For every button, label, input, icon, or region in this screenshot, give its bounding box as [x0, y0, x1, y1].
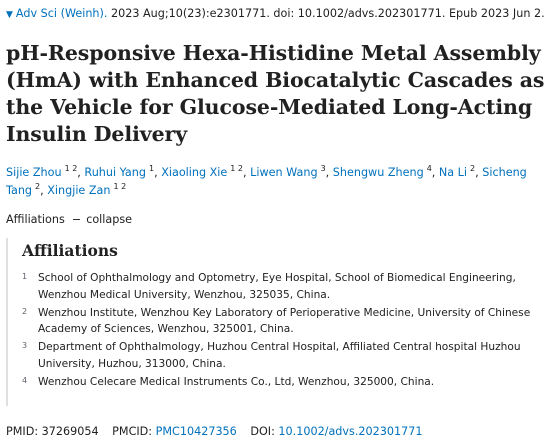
affiliation-number: 1	[22, 272, 28, 281]
affiliation-item	[22, 270, 550, 303]
author-link[interactable]: Sicheng Tang	[6, 166, 527, 197]
author-separator: ,	[77, 166, 85, 179]
author-list	[6, 164, 550, 200]
author-affiliation-ref[interactable]: 2	[35, 182, 41, 192]
citation-details: 2023 Aug;10(23):e2301771. doi: 10.1002/advs.202301771. Epub 2023 Jun 2.	[111, 7, 545, 20]
author-link[interactable]: Liwen Wang	[250, 166, 318, 179]
collapse-dash-icon: −	[71, 213, 82, 226]
pmid-label: PMID:	[6, 425, 39, 438]
author-affiliation-ref[interactable]: 4	[426, 164, 432, 174]
affiliation-number: 4	[22, 375, 28, 385]
author-affiliation-ref[interactable]: 1 2	[230, 164, 244, 174]
author-separator: ,	[325, 166, 333, 179]
author-link[interactable]: Shengwu Zheng	[332, 166, 424, 179]
author-link[interactable]: Ruhui Yang	[84, 166, 146, 179]
journal-link[interactable]: Adv Sci (Weinh).	[15, 7, 108, 20]
author-separator: ,	[154, 166, 162, 179]
affiliation-text: Department of Ophthalmology, Huzhou Central Hospital, Affiliated Central hospital Huzhou University, Huzhou, 313000, China.	[38, 341, 521, 370]
author-link[interactable]: Na Li	[438, 166, 468, 179]
affiliations-heading: Affiliations	[22, 241, 118, 260]
author-affiliation-ref[interactable]: 1 2	[64, 164, 78, 174]
affiliation-text: Wenzhou Celecare Medical Instruments Co., Ltd, Wenzhou, 325000, China.	[38, 375, 435, 388]
author-separator: ,	[431, 166, 439, 179]
doi-label: DOI:	[250, 425, 275, 438]
pmid-value: 37269054	[41, 425, 99, 438]
citation-line	[6, 6, 550, 23]
author-separator: ,	[243, 166, 251, 179]
author-link[interactable]: Xingjie Zan	[47, 184, 111, 197]
affiliations-toggle[interactable]	[6, 212, 132, 228]
author-link[interactable]: Xiaoling Xie	[161, 166, 228, 179]
affiliations-toggle-label: Affiliations	[6, 213, 65, 226]
affiliation-item	[22, 339, 550, 372]
identifiers-line	[6, 424, 550, 440]
caret-down-icon[interactable]: ▼	[6, 10, 13, 20]
affiliation-item	[22, 374, 550, 391]
affiliations-panel	[6, 238, 550, 406]
pmcid-label: PMCID:	[112, 425, 153, 438]
doi-link[interactable]: 10.1002/advs.202301771	[278, 425, 423, 438]
author-affiliation-ref[interactable]: 2	[470, 164, 476, 174]
author-separator: ,	[475, 166, 483, 179]
author-link[interactable]: Sijie Zhou	[6, 166, 62, 179]
affiliation-number: 2	[22, 306, 28, 316]
affiliation-item	[22, 305, 550, 338]
affiliation-number: 3	[22, 341, 28, 350]
author-affiliation-ref[interactable]: 3	[320, 164, 326, 174]
affiliations-list	[22, 270, 550, 390]
pmcid-link[interactable]: PMC10427356	[155, 425, 237, 438]
affiliations-toggle-action[interactable]: collapse	[86, 213, 133, 226]
author-separator: ,	[40, 184, 48, 197]
affiliation-text: School of Ophthalmology and Optometry, Eye Hospital, School of Biomedical Engineering, Wenzhou Medical University, Wenzhou, 325035, China.	[38, 272, 516, 301]
author-affiliation-ref[interactable]: 1 2	[113, 182, 127, 192]
author-affiliation-ref[interactable]: 1	[148, 164, 155, 174]
affiliation-text: Wenzhou Institute, Wenzhou Key Laboratory of Perioperative Medicine, University of Chinese Academy of Sciences, Wenzhou, 325001, China.	[38, 306, 531, 335]
article-title: pH-Responsive Hexa-Histidine Metal Assembly (HmA) with Enhanced Biocatalytic Cascades as the Vehicle for Glucose-Mediated Long-Acting Insulin Delivery	[6, 41, 545, 146]
